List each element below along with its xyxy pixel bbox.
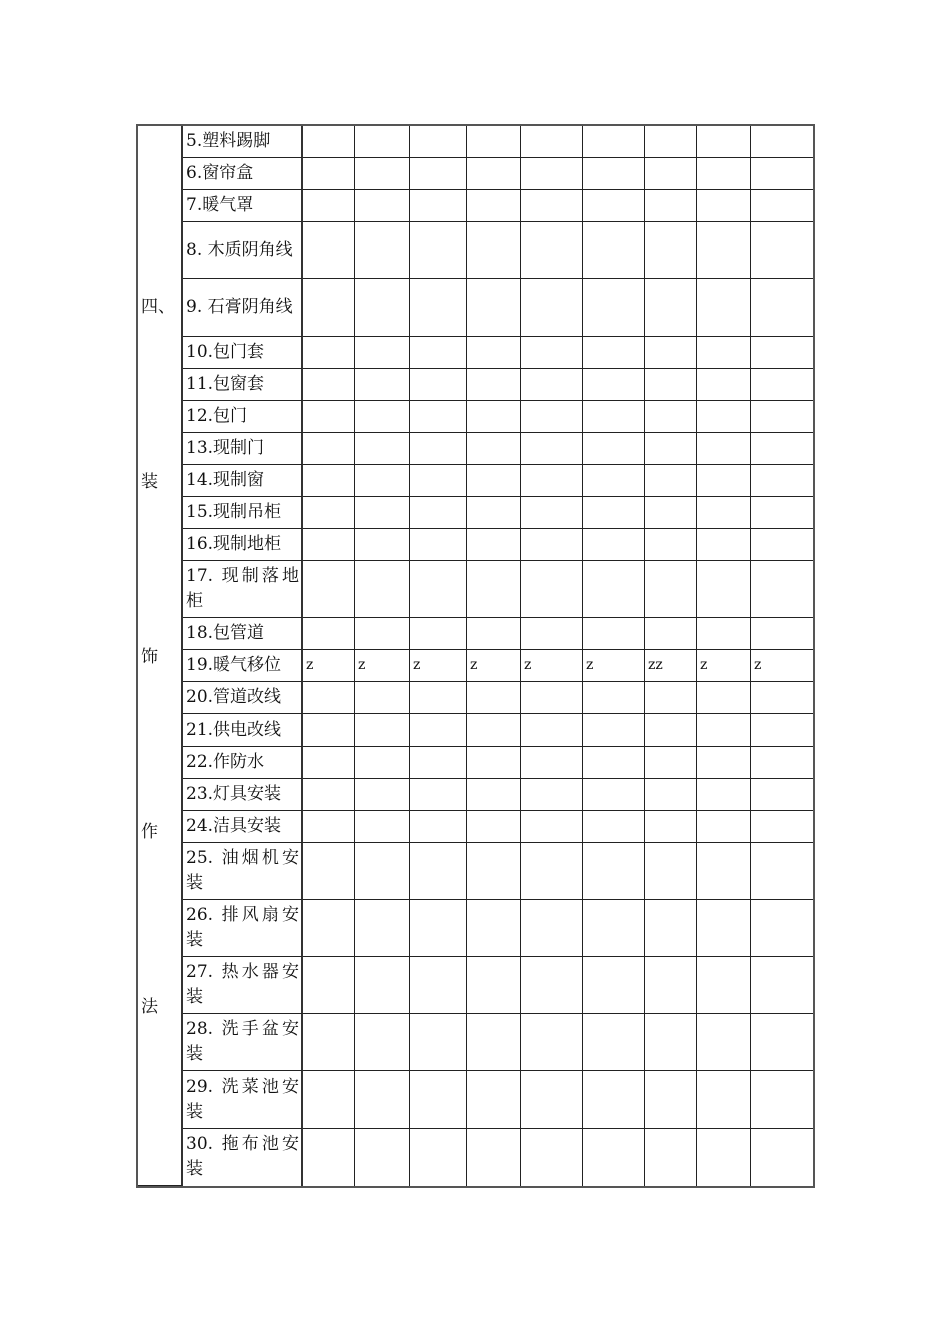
- value-cell: [303, 433, 355, 465]
- value-cell: [355, 279, 410, 336]
- value-cell: [583, 1014, 645, 1071]
- value-cell: [521, 279, 583, 336]
- value-cell: [521, 843, 583, 900]
- value-cell: [521, 957, 583, 1014]
- value-cell: [355, 900, 410, 957]
- value-cell: [467, 126, 521, 158]
- value-cell: [697, 369, 751, 401]
- item-name-cell: 20.管道改线: [183, 682, 303, 714]
- value-cell: [410, 497, 467, 529]
- value-cell: [467, 1014, 521, 1071]
- value-cell: [521, 811, 583, 843]
- value-cell: [355, 190, 410, 222]
- value-cell: [303, 497, 355, 529]
- table-row: [138, 682, 813, 714]
- value-cell: [751, 465, 813, 497]
- value-cell: [697, 618, 751, 650]
- value-cell: [583, 779, 645, 811]
- value-cell: [521, 369, 583, 401]
- value-cell: [303, 1071, 355, 1128]
- value-cell: z: [303, 650, 355, 682]
- value-cell: [697, 747, 751, 779]
- value-cell: [410, 279, 467, 336]
- value-cell: [751, 433, 813, 465]
- value-cell: [410, 369, 467, 401]
- value-cell: [751, 900, 813, 957]
- value-cell: z: [467, 650, 521, 682]
- value-cell: [583, 190, 645, 222]
- item-name-cell: 8. 木质阴角线: [183, 222, 303, 279]
- value-cell: [521, 465, 583, 497]
- value-cell: [697, 529, 751, 561]
- value-cell: [355, 401, 410, 433]
- value-cell: [410, 465, 467, 497]
- value-cell: [697, 811, 751, 843]
- value-cell: [751, 529, 813, 561]
- value-cell: [697, 190, 751, 222]
- value-cell: z: [697, 650, 751, 682]
- value-cell: [521, 126, 583, 158]
- value-cell: [521, 900, 583, 957]
- value-cell: [583, 811, 645, 843]
- value-cell: [645, 126, 697, 158]
- value-cell: [410, 158, 467, 190]
- value-cell: [751, 369, 813, 401]
- value-cell: [303, 401, 355, 433]
- value-cell: [355, 843, 410, 900]
- value-cell: [467, 843, 521, 900]
- value-cell: [355, 1014, 410, 1071]
- value-cell: [645, 843, 697, 900]
- value-cell: [303, 747, 355, 779]
- value-cell: [751, 747, 813, 779]
- value-cell: [303, 529, 355, 561]
- value-cell: [583, 369, 645, 401]
- value-cell: [583, 337, 645, 369]
- value-cell: [645, 779, 697, 811]
- value-cell: [697, 1014, 751, 1071]
- value-cell: [355, 957, 410, 1014]
- table-row: [138, 618, 813, 650]
- value-cell: [410, 433, 467, 465]
- value-cell: [697, 279, 751, 336]
- item-name-cell: 17. 现制落地柜: [183, 561, 303, 618]
- value-cell: [583, 714, 645, 746]
- value-cell: [303, 618, 355, 650]
- table-row: [138, 843, 813, 900]
- value-cell: [697, 714, 751, 746]
- value-cell: [467, 561, 521, 618]
- item-name-cell: 6.窗帘盒: [183, 158, 303, 190]
- value-cell: [303, 126, 355, 158]
- value-cell: [645, 497, 697, 529]
- value-cell: [355, 747, 410, 779]
- value-cell: [645, 1129, 697, 1186]
- value-cell: [583, 900, 645, 957]
- value-cell: [303, 561, 355, 618]
- table-row: [138, 190, 813, 222]
- value-cell: [697, 561, 751, 618]
- value-cell: [697, 433, 751, 465]
- value-cell: [583, 401, 645, 433]
- value-cell: [355, 158, 410, 190]
- value-cell: [751, 1014, 813, 1071]
- value-cell: [303, 369, 355, 401]
- table-row: [138, 158, 813, 190]
- value-cell: [410, 900, 467, 957]
- value-cell: [583, 957, 645, 1014]
- value-cell: [751, 843, 813, 900]
- category-cell: [138, 126, 183, 1186]
- value-cell: [303, 1129, 355, 1186]
- decoration-items-table-frame: [136, 124, 815, 1188]
- value-cell: [583, 222, 645, 279]
- value-cell: [303, 714, 355, 746]
- value-cell: [355, 465, 410, 497]
- table-row: [138, 279, 813, 336]
- value-cell: [303, 222, 355, 279]
- value-cell: [410, 811, 467, 843]
- table-row: [138, 401, 813, 433]
- value-cell: [355, 497, 410, 529]
- value-cell: [521, 190, 583, 222]
- item-name-cell: 23.灯具安装: [183, 779, 303, 811]
- value-cell: [467, 465, 521, 497]
- value-cell: [645, 279, 697, 336]
- value-cell: [467, 900, 521, 957]
- value-cell: [467, 279, 521, 336]
- value-cell: [467, 337, 521, 369]
- item-name-cell: 5.塑料踢脚: [183, 126, 303, 158]
- value-cell: [303, 957, 355, 1014]
- value-cell: [467, 747, 521, 779]
- value-cell: [645, 465, 697, 497]
- value-cell: [410, 190, 467, 222]
- value-cell: [467, 682, 521, 714]
- table-row: [138, 900, 813, 957]
- value-cell: [410, 747, 467, 779]
- table-row: [138, 561, 813, 618]
- item-name-cell: 24.洁具安装: [183, 811, 303, 843]
- value-cell: [410, 529, 467, 561]
- value-cell: [467, 158, 521, 190]
- value-cell: [355, 126, 410, 158]
- value-cell: [303, 279, 355, 336]
- table-row: [138, 433, 813, 465]
- value-cell: [583, 279, 645, 336]
- value-cell: [410, 843, 467, 900]
- value-cell: [467, 369, 521, 401]
- table-row: [138, 714, 813, 746]
- value-cell: [583, 747, 645, 779]
- value-cell: [521, 714, 583, 746]
- item-name-cell: 25. 油烟机安装: [183, 843, 303, 900]
- value-cell: [410, 618, 467, 650]
- item-name-cell: 29. 洗菜池安装: [183, 1071, 303, 1128]
- value-cell: [410, 1014, 467, 1071]
- item-name-cell: 27. 热水器安装: [183, 957, 303, 1014]
- value-cell: [583, 465, 645, 497]
- table-row: [138, 957, 813, 1014]
- table-row: [138, 650, 813, 682]
- value-cell: [697, 126, 751, 158]
- item-name-cell: 14.现制窗: [183, 465, 303, 497]
- value-cell: [521, 561, 583, 618]
- table-row: [138, 811, 813, 843]
- value-cell: [751, 957, 813, 1014]
- value-cell: [751, 337, 813, 369]
- value-cell: [751, 682, 813, 714]
- value-cell: [303, 811, 355, 843]
- value-cell: [751, 222, 813, 279]
- value-cell: z: [355, 650, 410, 682]
- item-name-cell: 22.作防水: [183, 747, 303, 779]
- value-cell: [751, 1129, 813, 1186]
- value-cell: [521, 337, 583, 369]
- value-cell: [355, 561, 410, 618]
- value-cell: [521, 747, 583, 779]
- table-row: [138, 369, 813, 401]
- value-cell: [751, 158, 813, 190]
- item-name-cell: 11.包窗套: [183, 369, 303, 401]
- value-cell: [521, 779, 583, 811]
- value-cell: [645, 433, 697, 465]
- table-row: [138, 779, 813, 811]
- value-cell: [521, 222, 583, 279]
- table-row: [138, 222, 813, 279]
- item-name-cell: 12.包门: [183, 401, 303, 433]
- value-cell: [303, 465, 355, 497]
- value-cell: [355, 529, 410, 561]
- value-cell: [521, 401, 583, 433]
- value-cell: [645, 222, 697, 279]
- value-cell: [751, 1071, 813, 1128]
- value-cell: [467, 811, 521, 843]
- category-label-char: 饰: [141, 647, 158, 667]
- value-cell: [583, 158, 645, 190]
- value-cell: [410, 1129, 467, 1186]
- value-cell: [467, 618, 521, 650]
- value-cell: [303, 1014, 355, 1071]
- value-cell: [355, 337, 410, 369]
- value-cell: [697, 900, 751, 957]
- value-cell: [583, 497, 645, 529]
- value-cell: [467, 779, 521, 811]
- value-cell: [521, 497, 583, 529]
- value-cell: [521, 1129, 583, 1186]
- value-cell: [645, 190, 697, 222]
- value-cell: [303, 190, 355, 222]
- value-cell: z: [521, 650, 583, 682]
- value-cell: [645, 561, 697, 618]
- value-cell: [355, 779, 410, 811]
- table-row: [138, 337, 813, 369]
- value-cell: [467, 401, 521, 433]
- value-cell: [303, 337, 355, 369]
- value-cell: [751, 779, 813, 811]
- value-cell: [645, 900, 697, 957]
- value-cell: [697, 957, 751, 1014]
- item-name-cell: 13.现制门: [183, 433, 303, 465]
- value-cell: [355, 222, 410, 279]
- value-cell: [645, 529, 697, 561]
- value-cell: z: [410, 650, 467, 682]
- item-name-cell: 18.包管道: [183, 618, 303, 650]
- value-cell: [697, 337, 751, 369]
- value-cell: [645, 714, 697, 746]
- value-cell: [645, 369, 697, 401]
- value-cell: [410, 714, 467, 746]
- value-cell: [521, 1014, 583, 1071]
- value-cell: [751, 497, 813, 529]
- value-cell: [355, 714, 410, 746]
- value-cell: [467, 529, 521, 561]
- item-name-cell: 26. 排风扇安装: [183, 900, 303, 957]
- value-cell: [697, 401, 751, 433]
- value-cell: [410, 126, 467, 158]
- item-name-cell: 28. 洗手盆安装: [183, 1014, 303, 1071]
- value-cell: [645, 747, 697, 779]
- item-name-cell: 7.暖气罩: [183, 190, 303, 222]
- value-cell: [467, 190, 521, 222]
- value-cell: [645, 811, 697, 843]
- value-cell: [467, 1129, 521, 1186]
- value-cell: [467, 433, 521, 465]
- value-cell: [410, 561, 467, 618]
- item-name-cell: 16.现制地柜: [183, 529, 303, 561]
- value-cell: [410, 957, 467, 1014]
- value-cell: zz: [645, 650, 697, 682]
- value-cell: [697, 1129, 751, 1186]
- value-cell: [751, 401, 813, 433]
- value-cell: [467, 497, 521, 529]
- item-name-cell: 21.供电改线: [183, 714, 303, 746]
- value-cell: [751, 714, 813, 746]
- value-cell: [410, 222, 467, 279]
- value-cell: [583, 1129, 645, 1186]
- value-cell: [697, 465, 751, 497]
- value-cell: [583, 529, 645, 561]
- value-cell: [303, 900, 355, 957]
- item-name-cell: 15.现制吊柜: [183, 497, 303, 529]
- value-cell: [410, 401, 467, 433]
- value-cell: [645, 401, 697, 433]
- value-cell: [303, 779, 355, 811]
- table-row: [138, 497, 813, 529]
- category-label: [141, 295, 181, 1020]
- value-cell: [697, 222, 751, 279]
- table-body: [138, 126, 813, 1186]
- decoration-items-table: [138, 126, 813, 1186]
- category-label-char: 装: [141, 472, 158, 492]
- value-cell: [697, 843, 751, 900]
- value-cell: [751, 561, 813, 618]
- item-name-cell: 30. 拖布池安装: [183, 1129, 303, 1186]
- value-cell: [645, 682, 697, 714]
- category-label-char: 作: [141, 822, 158, 842]
- value-cell: [355, 811, 410, 843]
- table-row: [138, 1129, 813, 1186]
- value-cell: [355, 369, 410, 401]
- value-cell: [467, 714, 521, 746]
- value-cell: [645, 1014, 697, 1071]
- value-cell: [645, 618, 697, 650]
- value-cell: [583, 126, 645, 158]
- value-cell: [355, 1129, 410, 1186]
- value-cell: [521, 618, 583, 650]
- item-name-cell: 10.包门套: [183, 337, 303, 369]
- value-cell: [645, 957, 697, 1014]
- category-label-char: 法: [141, 997, 158, 1017]
- table-row: [138, 747, 813, 779]
- value-cell: [645, 337, 697, 369]
- value-cell: [751, 811, 813, 843]
- value-cell: [521, 682, 583, 714]
- value-cell: [467, 222, 521, 279]
- value-cell: [583, 618, 645, 650]
- value-cell: [583, 682, 645, 714]
- value-cell: [355, 682, 410, 714]
- value-cell: [410, 337, 467, 369]
- value-cell: [355, 433, 410, 465]
- value-cell: [583, 433, 645, 465]
- value-cell: [583, 1071, 645, 1128]
- value-cell: [521, 433, 583, 465]
- value-cell: [410, 682, 467, 714]
- value-cell: [521, 158, 583, 190]
- value-cell: [355, 618, 410, 650]
- item-name-cell: 19.暖气移位: [183, 650, 303, 682]
- value-cell: [355, 1071, 410, 1128]
- value-cell: [410, 779, 467, 811]
- value-cell: [697, 779, 751, 811]
- table-row: [138, 1071, 813, 1128]
- value-cell: [697, 682, 751, 714]
- table-row: [138, 529, 813, 561]
- value-cell: [583, 843, 645, 900]
- table-row: [138, 126, 813, 158]
- value-cell: [645, 1071, 697, 1128]
- value-cell: [697, 158, 751, 190]
- item-name-cell: 9. 石膏阴角线: [183, 279, 303, 336]
- value-cell: [303, 843, 355, 900]
- value-cell: z: [751, 650, 813, 682]
- value-cell: [645, 158, 697, 190]
- value-cell: [751, 618, 813, 650]
- value-cell: [583, 561, 645, 618]
- value-cell: [697, 497, 751, 529]
- value-cell: [467, 957, 521, 1014]
- value-cell: [751, 279, 813, 336]
- value-cell: [751, 190, 813, 222]
- value-cell: [467, 1071, 521, 1128]
- table-row: [138, 465, 813, 497]
- value-cell: [521, 529, 583, 561]
- value-cell: [303, 682, 355, 714]
- value-cell: [410, 1071, 467, 1128]
- value-cell: [751, 126, 813, 158]
- value-cell: [521, 1071, 583, 1128]
- table-row: [138, 1014, 813, 1071]
- value-cell: [697, 1071, 751, 1128]
- value-cell: z: [583, 650, 645, 682]
- value-cell: [303, 158, 355, 190]
- category-label-char: 四、: [141, 297, 175, 317]
